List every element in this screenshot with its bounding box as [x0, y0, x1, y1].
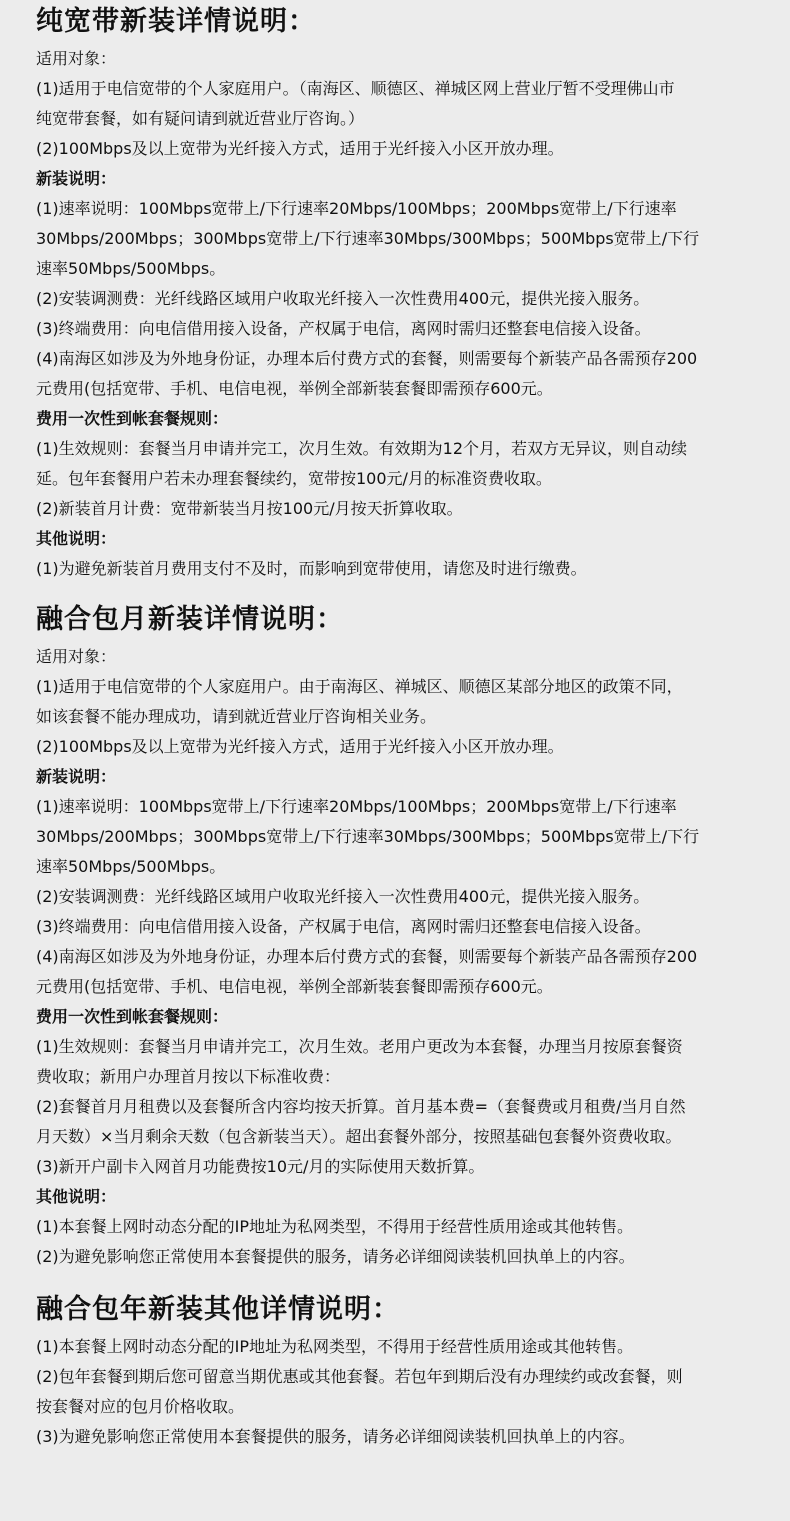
section-title: 融合包月新装详情说明： [36, 604, 344, 635]
text-line: 按套餐对应的包月价格收取。 [36, 1397, 245, 1416]
text-line: 元费用(包括宽带、手机、电信电视，举例全部新装套餐即需预存600元。 [36, 977, 553, 996]
text-line: (1)适用于电信宽带的个人家庭用户。（南海区、顺德区、禅城区网上营业厅暂不受理佛山市 [36, 79, 675, 98]
section-bundle-monthly [36, 600, 756, 1272]
text-line: (1)生效规则：套餐当月申请并完工，次月生效。有效期为12个月，若双方无异议，则自动续 [36, 439, 688, 458]
text-line: 如该套餐不能办理成功，请到就近营业厅咨询相关业务。 [36, 707, 437, 726]
text-line: (2)安装调测费：光纤线路区域用户收取光纤接入一次性费用400元，提供光接入服务。 [36, 289, 650, 308]
text-line: (3)新开户副卡入网首月功能费按10元/月的实际使用天数折算。 [36, 1157, 485, 1176]
text-line: (1)适用于电信宽带的个人家庭用户。由于南海区、禅城区、顺德区某部分地区的政策不同， [36, 677, 683, 696]
text-line: 30Mbps/200Mbps；300Mbps宽带上/下行速率30Mbps/300Mbps；500Mbps宽带上/下行 [36, 827, 700, 846]
text-line: (1)本套餐上网时动态分配的IP地址为私网类型，不得用于经营性质用途或其他转售。 [36, 1337, 634, 1356]
subheading: 费用一次性到帐套餐规则： [36, 409, 229, 428]
text-line: 月天数）×当月剩余天数（包含新装当天）。超出套餐外部分，按照基础包套餐外资费收取。 [36, 1127, 682, 1146]
subheading: 其他说明： [36, 1187, 117, 1206]
text-line: (2)包年套餐到期后您可留意当期优惠或其他套餐。若包年到期后没有办理续约或改套餐，则 [36, 1367, 683, 1386]
text-line: 速率50Mbps/500Mbps。 [36, 259, 226, 278]
text-line: (3)为避免影响您正常使用本套餐提供的服务，请务必详细阅读装机回执单上的内容。 [36, 1427, 635, 1446]
section-bundle-yearly [36, 1290, 756, 1452]
text-line: (1)速率说明：100Mbps宽带上/下行速率20Mbps/100Mbps；200Mbps宽带上/下行速率 [36, 797, 677, 816]
text-line: (4)南海区如涉及为外地身份证，办理本后付费方式的套餐，则需要每个新装产品各需预存200 [36, 947, 698, 966]
text-line: 30Mbps/200Mbps；300Mbps宽带上/下行速率30Mbps/300Mbps；500Mbps宽带上/下行 [36, 229, 700, 248]
text-line: (2)100Mbps及以上宽带为光纤接入方式，适用于光纤接入小区开放办理。 [36, 737, 564, 756]
text-line: 费收取；新用户办理首月按以下标准收费： [36, 1067, 341, 1086]
text-line: (3)终端费用：向电信借用接入设备，产权属于电信，离网时需归还整套电信接入设备。 [36, 917, 651, 936]
text-line: (2)新装首月计费：宽带新装当月按100元/月按天折算收取。 [36, 499, 463, 518]
subheading: 新装说明： [36, 767, 117, 786]
text-line: (4)南海区如涉及为外地身份证，办理本后付费方式的套餐，则需要每个新装产品各需预存200 [36, 349, 698, 368]
text-line: (1)为避免新装首月费用支付不及时，而影响到宽带使用，请您及时进行缴费。 [36, 559, 587, 578]
text-line: (1)本套餐上网时动态分配的IP地址为私网类型，不得用于经营性质用途或其他转售。 [36, 1217, 634, 1236]
subheading: 费用一次性到帐套餐规则： [36, 1007, 229, 1026]
section-title: 纯宽带新装详情说明： [36, 6, 316, 37]
section-body [36, 44, 756, 584]
text-line: (2)为避免影响您正常使用本套餐提供的服务，请务必详细阅读装机回执单上的内容。 [36, 1247, 635, 1266]
section-title: 融合包年新装其他详情说明： [36, 1294, 400, 1325]
text-line: (1)速率说明：100Mbps宽带上/下行速率20Mbps/100Mbps；200Mbps宽带上/下行速率 [36, 199, 677, 218]
text-line: (1)生效规则：套餐当月申请并完工，次月生效。老用户更改为本套餐，办理当月按原套餐资 [36, 1037, 683, 1056]
subheading: 新装说明： [36, 169, 117, 188]
section-pure-broadband [36, 2, 756, 584]
text-line: (2)套餐首月月租费以及套餐所含内容均按天折算。首月基本费=（套餐费或月租费/当月自然 [36, 1097, 686, 1116]
text-line: 元费用(包括宽带、手机、电信电视，举例全部新装套餐即需预存600元。 [36, 379, 553, 398]
text-line: 速率50Mbps/500Mbps。 [36, 857, 226, 876]
text-line: (2)100Mbps及以上宽带为光纤接入方式，适用于光纤接入小区开放办理。 [36, 139, 564, 158]
subheading: 其他说明： [36, 529, 117, 548]
text-line: 延。包年套餐用户若未办理套餐续约，宽带按100元/月的标准资费收取。 [36, 469, 552, 488]
section-body [36, 1332, 756, 1452]
text-line: (2)安装调测费：光纤线路区域用户收取光纤接入一次性费用400元，提供光接入服务。 [36, 887, 650, 906]
section-body [36, 642, 756, 1272]
text-line: (3)终端费用：向电信借用接入设备，产权属于电信，离网时需归还整套电信接入设备。 [36, 319, 651, 338]
text-line: 适用对象： [36, 647, 117, 666]
text-line: 适用对象： [36, 49, 117, 68]
text-line: 纯宽带套餐，如有疑问请到就近营业厅咨询。） [36, 109, 365, 128]
